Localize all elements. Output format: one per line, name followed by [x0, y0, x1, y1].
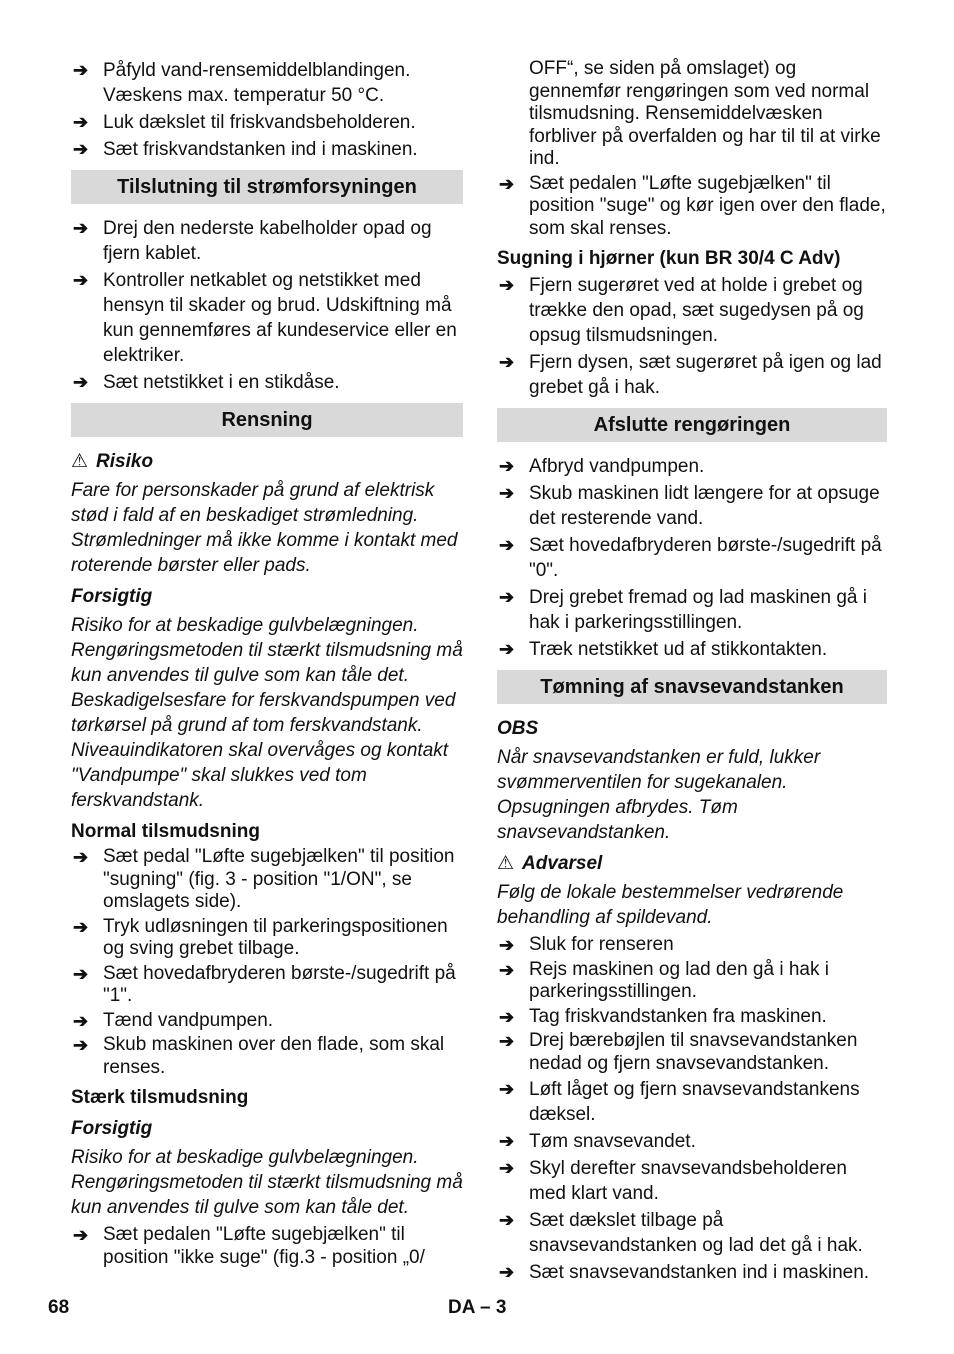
warning-text: Følg de lokale bestemmelser vedrørende behandling af spildevand.: [497, 882, 844, 928]
arrow-icon: ➔: [73, 372, 89, 392]
page-label: DA – 3: [448, 1297, 507, 1318]
bullet: ➔ Skub maskinen lidt længere for at opsuge det resterende vand.: [499, 483, 880, 529]
bullet: ➔ Drej bærebøjlen til snavsevandstanken nedad og fjern snavsevandstanken.: [499, 1030, 858, 1074]
obs-heading: OBS: [497, 718, 539, 739]
bullet: ➔ Afbryd vandpumpen.: [499, 456, 705, 477]
section-heading-power: Tilslutning til strømforsyningen: [71, 170, 463, 204]
caution-text: Risiko for at beskadige gulvbelægningen. Rengøringsmetoden til stærkt tilsmudsning må kun anvendes til gulve som kan tåle det.: [71, 1147, 463, 1218]
arrow-icon: ➔: [499, 639, 515, 659]
arrow-icon: ➔: [499, 1210, 515, 1230]
bullet: ➔ Tag friskvandstanken fra maskinen.: [499, 1005, 827, 1027]
arrow-icon: ➔: [73, 112, 89, 132]
bullet: ➔ Rejs maskinen og lad den gå i hak i parkeringsstillingen.: [499, 958, 829, 1002]
arrow-icon: ➔: [73, 139, 89, 159]
bullet: ➔ Skub maskinen over den flade, som skal renses.: [73, 1034, 445, 1078]
bullet: ➔ Sæt snavsevandstanken ind i maskinen.: [499, 1262, 870, 1283]
subheading-corners: Sugning i hjørner (kun BR 30/4 C Adv): [497, 248, 841, 269]
arrow-icon: ➔: [499, 1079, 515, 1099]
bullet: ➔ Fjern sugerøret ved at holde i grebet og trække den opad, sæt sugedysen på og opsug tilsmudsningen.: [499, 275, 864, 346]
page-number: 68: [48, 1297, 70, 1318]
risk-heading: ⚠ Risiko: [71, 451, 154, 472]
arrow-icon: ➔: [499, 1031, 515, 1051]
arrow-icon: ➔: [499, 587, 515, 607]
arrow-icon: ➔: [499, 275, 515, 295]
arrow-icon: ➔: [73, 916, 89, 937]
arrow-icon: ➔: [499, 352, 515, 372]
arrow-icon: ➔: [499, 1006, 515, 1027]
arrow-icon: ➔: [499, 456, 515, 476]
arrow-icon: ➔: [499, 1131, 515, 1151]
bullet: ➔ Påfyld vand-rensemiddelblandingen. Væskens max. temperatur 50 °C.: [73, 60, 411, 106]
bullet: ➔ Tøm snavsevandet.: [499, 1131, 696, 1152]
arrow-icon: ➔: [73, 847, 89, 867]
obs-text: Når snavsevandstanken er fuld, lukker svømmerventilen for sugekanalen. Opsugningen afbrydes. Tøm snavsevandstanken.: [497, 747, 821, 843]
bullet: ➔ Sæt pedal "Løfte sugebjælken" til position "sugning" (fig. 3 - position "1/ON", se omslagets side).: [73, 846, 455, 912]
bullet: ➔ Sæt pedalen "Løfte sugebjælken" til position "ikke suge" (fig.3 - position „0/: [73, 1224, 425, 1268]
bullet: ➔ Luk dækslet til friskvandsbeholderen.: [73, 112, 416, 133]
continued-text: OFF“, se siden på omslaget) og gennemfør rengøringen som ved normal tilsmudsning. Rensemiddelvæsken forbliver på overfalden og har til til at virke ind.: [529, 58, 881, 169]
bullet: ➔ Sæt friskvandstanken ind i maskinen.: [73, 139, 418, 160]
bullet: ➔ Fjern dysen, sæt sugerøret på igen og lad grebet gå i hak.: [499, 352, 882, 398]
arrow-icon: ➔: [499, 1262, 515, 1282]
arrow-icon: ➔: [73, 1010, 89, 1031]
arrow-icon: ➔: [73, 218, 89, 238]
bullet: ➔ Sæt hovedafbryderen børste-/sugedrift på "1".: [73, 962, 456, 1006]
arrow-icon: ➔: [499, 1158, 515, 1178]
section-heading-cleaning: Rensning: [71, 403, 463, 437]
arrow-icon: ➔: [73, 1035, 89, 1055]
arrow-icon: ➔: [73, 60, 89, 80]
arrow-icon: ➔: [73, 1225, 89, 1245]
bullet: ➔ Tænd vandpumpen.: [73, 1009, 274, 1031]
bullet: ➔ Tryk udløsningen til parkeringspositionen og sving grebet tilbage.: [73, 915, 448, 959]
caution-text: Risiko for at beskadige gulvbelægningen. Rengøringsmetoden til stærkt tilsmudsning må kun anvendes til gulve som kan tåle det. Beskadigelsesfare for ferskvandspumpen ved tørkørsel på grund af tom ferskvandstank. Niveauindikatoren skal overvåges og kontakt "Vandpumpe" skal slukkes ved tom ferskvandstank.: [71, 615, 463, 811]
bullet: ➔ Skyl derefter snavsevandsbeholderen med klart vand.: [499, 1158, 847, 1204]
right-column: [497, 58, 887, 1287]
caution-heading: Forsigtig: [71, 1118, 153, 1139]
left-column: [71, 58, 463, 1271]
warning-heading: ⚠ Advarsel: [497, 853, 603, 874]
arrow-icon: ➔: [73, 963, 89, 984]
warning-triangle-icon: ⚠: [497, 853, 515, 874]
bullet: ➔ Sluk for renseren: [499, 934, 674, 955]
bullet: ➔ Løft låget og fjern snavsevandstankens dæksel.: [499, 1079, 860, 1125]
arrow-icon: ➔: [499, 173, 515, 194]
bullet: ➔ Sæt pedalen "Løfte sugebjælken" til position "suge" og kør igen over den flade, som skal renses.: [499, 172, 886, 239]
bullet: ➔ Kontroller netkablet og netstikket med hensyn til skader og brud. Udskiftning må kun gennemføres af kundeservice eller en elektriker.: [73, 270, 457, 366]
bullet: ➔ Drej grebet fremad og lad maskinen gå i hak i parkeringsstillingen.: [499, 587, 867, 633]
caution-heading: Forsigtig: [71, 586, 153, 607]
bullet: ➔ Sæt hovedafbryderen børste-/sugedrift på "0".: [499, 535, 882, 581]
bullet: ➔ Drej den nederste kabelholder opad og fjern kablet.: [73, 218, 432, 264]
bullet: ➔ Sæt netstikket i en stikdåse.: [73, 372, 340, 393]
subheading-normal: Normal tilsmudsning: [71, 821, 260, 842]
arrow-icon: ➔: [499, 483, 515, 503]
bullet: ➔ Sæt dækslet tilbage på snavsevandstanken og lad det gå i hak.: [499, 1210, 863, 1256]
warning-triangle-icon: ⚠: [71, 451, 89, 472]
section-heading-empty-tank: Tømning af snavsevandstanken: [497, 670, 887, 704]
section-heading-finish: Afslutte rengøringen: [497, 408, 887, 442]
arrow-icon: ➔: [499, 935, 515, 955]
risk-text: Fare for personskader på grund af elektrisk stød i fald af en beskadiget strømledning. Strømledninger må ikke komme i kontakt med roterende børster eller pads.: [71, 480, 458, 576]
bullet: ➔ Træk netstikket ud af stikkontakten.: [499, 639, 828, 660]
arrow-icon: ➔: [499, 959, 515, 980]
arrow-icon: ➔: [499, 535, 515, 555]
arrow-icon: ➔: [73, 270, 89, 290]
subheading-strong: Stærk tilsmudsning: [71, 1087, 249, 1108]
